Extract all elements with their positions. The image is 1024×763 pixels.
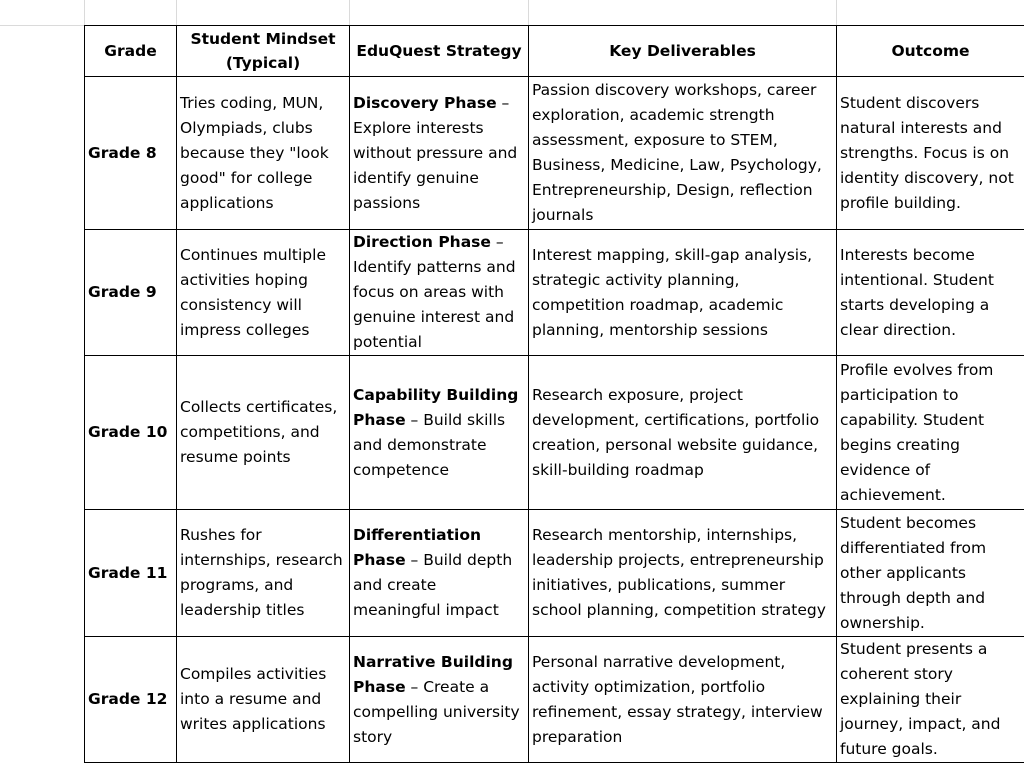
header-row (85, 26, 1024, 77)
phase-name: Differentiation Phase (353, 526, 481, 569)
table-row (85, 356, 1024, 510)
strategy-cell[interactable] (350, 356, 529, 510)
header-eduquest-strategy[interactable] (350, 26, 529, 77)
outcome-cell[interactable]: Interests become intentional. Student starts developing a clear direction. (837, 230, 1024, 356)
strategy-cell[interactable] (350, 77, 529, 230)
header-outcome-label: Outcome (891, 42, 969, 60)
header-key-deliverables[interactable] (529, 26, 837, 77)
strategy-cell[interactable] (350, 637, 529, 763)
header-mindset-label: Student Mindset (190, 30, 335, 48)
grade-roadmap-table (84, 25, 1024, 763)
deliverables-cell[interactable]: Personal narrative development, activity optimization, portfolio refinement, essay strategy, interview preparation (529, 637, 837, 763)
header-mindset-sublabel: (Typical) (226, 54, 300, 72)
header-grade[interactable] (85, 26, 177, 77)
grade-cell[interactable]: Grade 12 (85, 637, 177, 763)
mindset-cell[interactable]: Continues multiple activities hoping consistency will impress colleges (177, 230, 350, 356)
phase-name: Discovery Phase (353, 94, 497, 112)
mindset-cell[interactable]: Compiles activities into a resume and writes applications (177, 637, 350, 763)
strategy-description: – Build skills and demonstrate competence (353, 411, 505, 479)
strategy-description: – Identify patterns and focus on areas with genuine interest and potential (353, 233, 516, 351)
deliverables-cell[interactable]: Research exposure, project development, certifications, portfolio creation, personal website guidance, skill-building roadmap (529, 356, 837, 510)
phase-name: Narrative Building Phase (353, 653, 513, 696)
grade-cell[interactable]: Grade 11 (85, 510, 177, 637)
header-outcome[interactable] (837, 26, 1024, 77)
strategy-description: – Explore interests without pressure and identify genuine passions (353, 94, 517, 212)
outcome-cell[interactable]: Student discovers natural interests and strengths. Focus is on identity discovery, not profile building. (837, 77, 1024, 230)
strategy-cell[interactable] (350, 230, 529, 356)
header-deliverables-label: Key Deliverables (609, 42, 756, 60)
outcome-cell[interactable]: Student becomes differentiated from other applicants through depth and ownership. (837, 510, 1024, 637)
deliverables-cell[interactable]: Passion discovery workshops, career exploration, academic strength assessment, exposure to STEM, Business, Medicine, Law, Psychology, Entrepreneurship, Design, reflection journals (529, 77, 837, 230)
deliverables-cell[interactable]: Interest mapping, skill-gap analysis, strategic activity planning, competition roadmap, academic planning, mentorship sessions (529, 230, 837, 356)
outcome-cell[interactable]: Profile evolves from participation to capability. Student begins creating evidence of achievement. (837, 356, 1024, 510)
header-student-mindset[interactable] (177, 26, 350, 77)
mindset-cell[interactable]: Rushes for internships, research programs, and leadership titles (177, 510, 350, 637)
table-row (85, 510, 1024, 637)
table-row (85, 230, 1024, 356)
mindset-cell[interactable]: Collects certificates, competitions, and resume points (177, 356, 350, 510)
grade-cell[interactable]: Grade 8 (85, 77, 177, 230)
grade-cell[interactable]: Grade 10 (85, 356, 177, 510)
header-strategy-label: EduQuest Strategy (356, 42, 521, 60)
header-grade-label: Grade (104, 42, 156, 60)
phase-name: Direction Phase (353, 233, 491, 251)
strategy-cell[interactable] (350, 510, 529, 637)
grade-cell[interactable]: Grade 9 (85, 230, 177, 356)
mindset-cell[interactable]: Tries coding, MUN, Olympiads, clubs because they "look good" for college applications (177, 77, 350, 230)
outcome-cell[interactable]: Student presents a coherent story explaining their journey, impact, and future goals. (837, 637, 1024, 763)
strategy-description: – Build depth and create meaningful impact (353, 551, 512, 619)
strategy-description: – Create a compelling university story (353, 678, 520, 746)
table-row (85, 637, 1024, 763)
phase-name: Capability Building Phase (353, 386, 518, 429)
table-row (85, 77, 1024, 230)
deliverables-cell[interactable]: Research mentorship, internships, leadership projects, entrepreneurship initiatives, publications, summer school planning, competition strategy (529, 510, 837, 637)
